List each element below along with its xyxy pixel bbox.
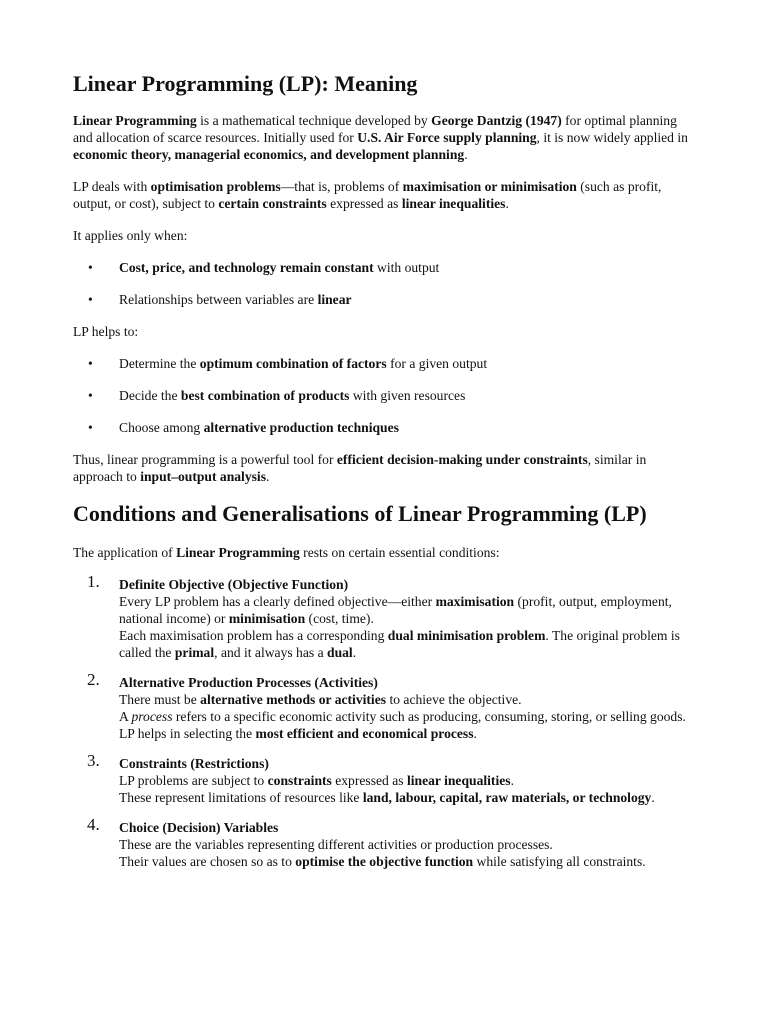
list-item: • Determine the optimum combination of factors for a given output [88,356,488,371]
list-item: • Cost, price, and technology remain constant with output [88,260,440,275]
bullet-icon: • [88,292,93,307]
bullet-icon: • [88,420,93,435]
list-item: • Choose among alternative production techniques [88,420,399,435]
paragraph-optimisation: LP deals with optimisation problems—that is, problems of maximisation or minimisation (such as profit, output, or cost), subject to certain constraints expressed as linear inequalities. [73,179,662,211]
helps-list [73,355,698,436]
condition-objective: 1. Definite Objective (Objective Function) Every LP problem has a clearly defined objective—either maximisation (profit, output, employment, national income) or minimisation (cost, time). Each maximisation problem has a corresponding dual minimisation problem. The original problem is called the primal, and it always has a dual. [73,576,698,661]
conditions-list [73,572,698,870]
applies-list [73,259,698,308]
bullet-icon: • [88,388,93,403]
section-title-meaning: Linear Programming (LP): Meaning [73,71,418,96]
list-number: 4. [87,815,100,834]
list-number: 1. [87,572,100,591]
bullet-icon: • [88,260,93,275]
condition-title: Constraints (Restrictions) [119,756,269,771]
list-number: 3. [87,751,100,770]
condition-constraints: 3. Constraints (Restrictions) LP problems are subject to constraints expressed as linear inequalities. These represent limitations of resources like land, labour, capital, raw materials, or technology. [73,755,698,806]
condition-variables: 4. Choice (Decision) Variables These are the variables representing different activities or production processes. Their values are chosen so as to optimise the objective function while satisfying all constraints. [73,819,698,870]
condition-title: Definite Objective (Objective Function) [119,577,349,592]
paragraph-definition: Linear Programming is a mathematical technique developed by George Dantzig (1947) for optimal planning and allocation of scarce resources. Initially used for U.S. Air Force supply planning, it is now widely applied in economic theory, managerial economics, and development planning. [73,113,688,162]
paragraph-conclusion: Thus, linear programming is a powerful tool for efficient decision-making under constraints, similar in approach to input–output analysis. [73,452,647,484]
bullet-icon: • [88,356,93,371]
helps-intro: LP helps to: [73,324,139,339]
condition-title: Alternative Production Processes (Activities) [119,675,378,690]
conditions-intro: The application of Linear Programming rests on certain essential conditions: [73,545,500,560]
list-number: 2. [87,670,100,689]
list-item: • Relationships between variables are linear [88,292,352,307]
condition-title: Choice (Decision) Variables [119,820,279,835]
condition-processes: 2. Alternative Production Processes (Activities) There must be alternative methods or activities to achieve the objective. A process refers to a specific economic activity such as producing, consuming, storing, or selling goods. LP helps in selecting the most efficient and economical process. [73,674,698,742]
section-title-conditions: Conditions and Generalisations of Linear Programming (LP) [73,501,647,526]
applies-intro: It applies only when: [73,228,188,243]
list-item: • Decide the best combination of products with given resources [88,388,466,403]
